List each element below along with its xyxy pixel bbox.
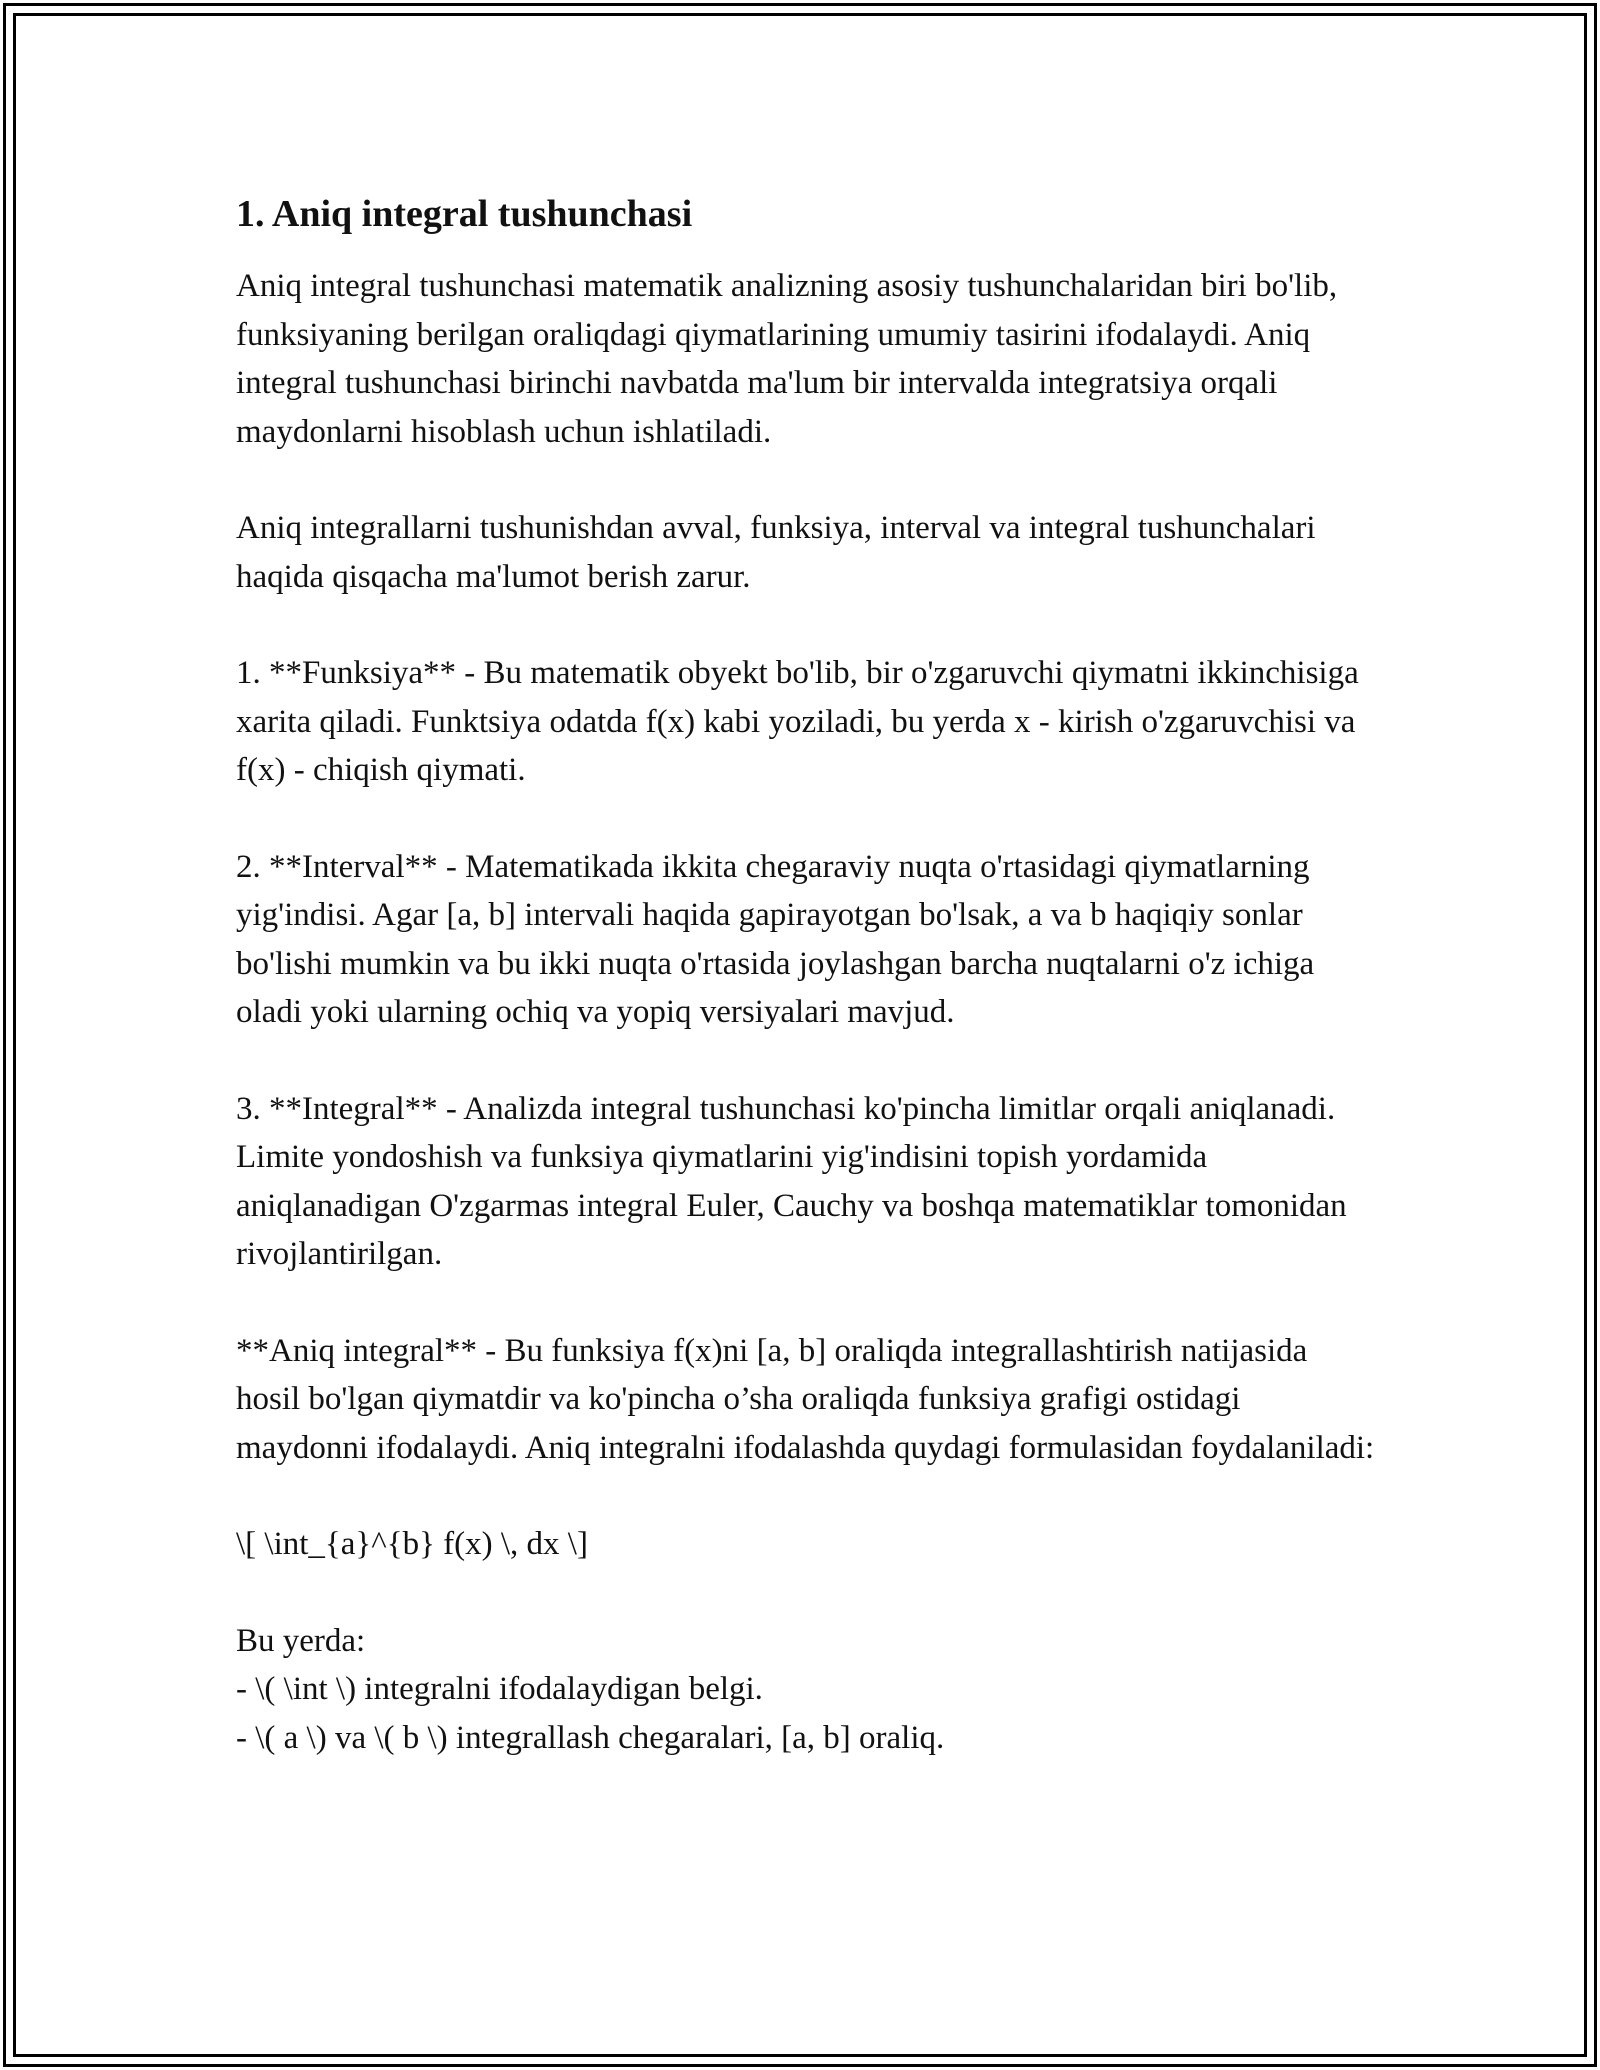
section-heading: 1. Aniq integral tushunchasi bbox=[236, 193, 693, 235]
formula: \[ \int_{a}^{b} f(x) \, dx \] bbox=[236, 1526, 588, 1562]
paragraph-intro: Aniq integral tushunchasi matematik analizning asosiy tushunchalaridan biri bo'lib, funksiyaning berilgan oraliqdagi qiymatlarining umumiy tasirini ifodalaydi. Aniq integral tushunchasi birinchi navbatda ma'lum bir intervalda integratsiya orqali maydonlarni hisoblash uchun ishlatiladi. bbox=[236, 268, 1338, 450]
paragraph-notation: Bu yerda: - \( \int \) integralni ifodalaydigan belgi. - \( a \) va \( b \) integrallash chegaralari, [a, b] oraliq. bbox=[236, 1622, 945, 1756]
paragraph-integral: 3. **Integral** - Analizda integral tushunchasi ko'pincha limitlar orqali aniqlanadi. Limite yondoshish va funksiya qiymatlarini yig'indisini topish yordamida aniqlanadigan O'zgarmas integral Euler, Cauchy va boshqa matematiklar tomonidan rivojlantirilgan. bbox=[236, 1090, 1347, 1272]
document-body bbox=[236, 188, 1376, 1762]
paragraph-function: 1. **Funksiya** - Bu matematik obyekt bo'lib, bir o'zgaruvchi qiymatni ikkinchisiga xarita qiladi. Funktsiya odatda f(x) kabi yoziladi, bu yerda x - kirish o'zgaruvchisi va f(x) - chiqish qiymati. bbox=[236, 655, 1359, 788]
paragraph-prerequisites: Aniq integrallarni tushunishdan avval, funksiya, interval va integral tushunchalari haqida qisqacha ma'lumot berish zarur. bbox=[236, 510, 1316, 595]
paragraph-definite-integral: **Aniq integral** - Bu funksiya f(x)ni [a, b] oraliqda integrallashtirish natijasida hosil bo'lgan qiymatdir va ko'pincha o’sha oraliqda funksiya grafigi ostidagi maydonni ifodalaydi. Aniq integralni ifodalashda quydagi formulasidan foydalaniladi: bbox=[236, 1332, 1375, 1466]
paragraph-interval: 2. **Interval** - Matematikada ikkita chegaraviy nuqta o'rtasidagi qiymatlarning yig'indisi. Agar [a, b] intervali haqida gapirayotgan bo'lsak, a va b haqiqiy sonlar bo'lishi mumkin va bu ikki nuqta o'rtasida joylashgan barcha nuqtalarni o'z ichiga oladi yoki ularning ochiq va yopiq versiyalari mavjud. bbox=[236, 848, 1315, 1030]
